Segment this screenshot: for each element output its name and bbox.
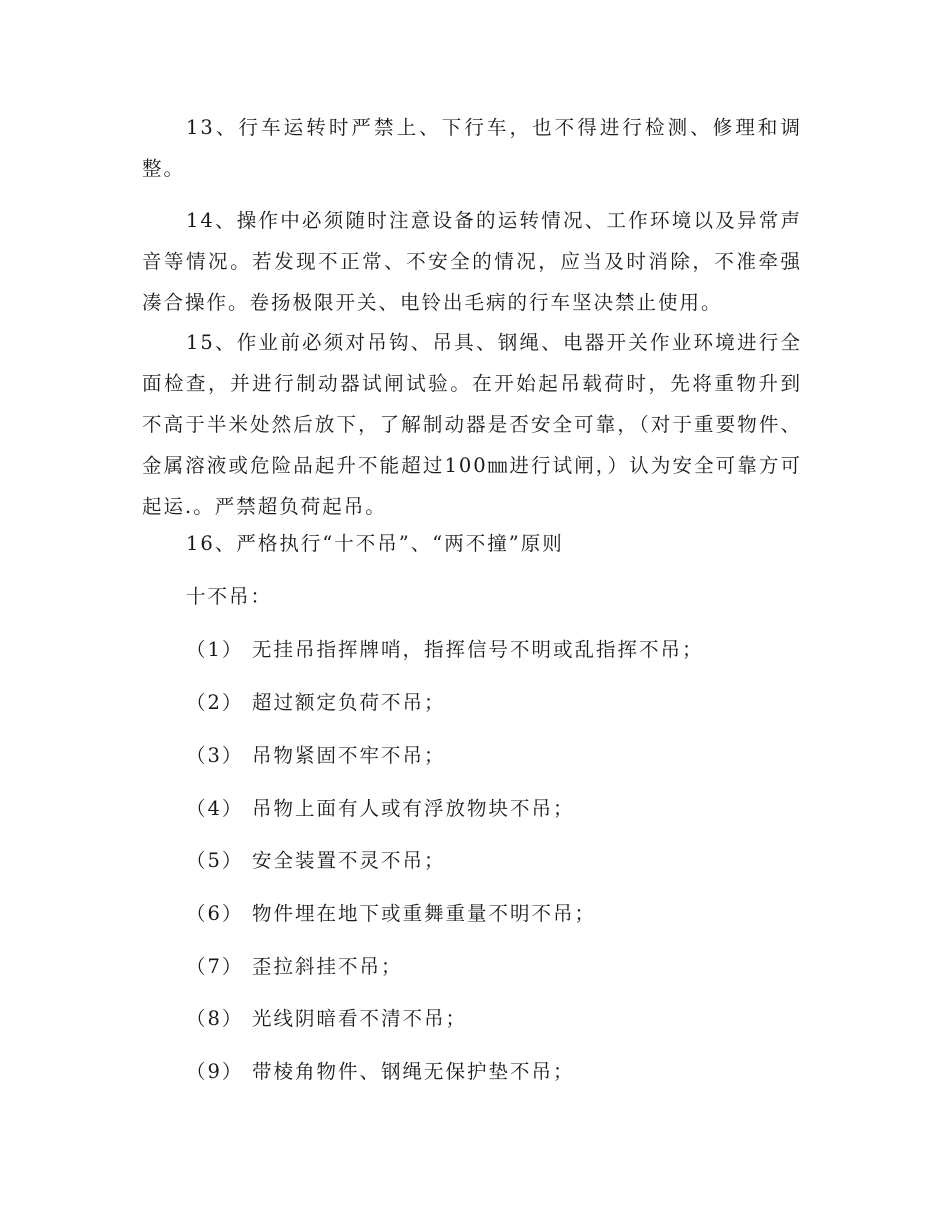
rule-item [186,953,403,981]
rule-item [186,795,575,823]
rule-number: （9） [186,1060,244,1083]
rule-text: 吊物上面有人或有浮放物块不吊； [252,797,575,820]
rule-item [186,900,596,928]
rule-text: 无挂吊指挥牌哨，指挥信号不明或乱指挥不吊； [252,638,704,661]
rule-number: （7） [186,955,244,978]
paragraph-16: 16、严格执行“十不吊”、“两不撞”原则 [186,532,564,555]
rule-item [186,689,446,717]
rule-number: （5） [186,849,244,872]
rule-item [186,742,446,770]
ten-rules-heading: 十不吊： [186,585,273,608]
rule-text: 超过额定负荷不吊； [252,691,446,714]
rule-number: （3） [186,744,244,767]
paragraph-14: 14、操作中必须随时注意设备的运转情况、工作环境以及异常声音等情况。若发现不正常、不安全的情况，应当及时消除，不准牵强凑合操作。卷扬极限开关、电铃出毛病的行车坚决禁止使用。 [142,209,802,314]
rule-text: 吊物紧固不牢不吊； [252,744,446,767]
paragraph-13: 13、行车运转时严禁上、下行车，也不得进行检测、修理和调整。 [142,116,802,180]
rule-item [186,1005,467,1033]
rule-text: 物件埋在地下或重舞重量不明不吊； [252,902,597,925]
rule-number: （8） [186,1007,244,1030]
rule-item [186,1058,575,1086]
rule-item [186,636,704,664]
rule-text: 歪拉斜挂不吊； [252,955,403,978]
rule-text: 光线阴暗看不清不吊； [252,1007,468,1030]
rule-number: （1） [186,638,244,661]
rule-text: 安全装置不灵不吊； [252,849,446,872]
rule-number: （4） [186,797,244,820]
paragraph-15: 15、作业前必须对吊钩、吊具、钢绳、电器开关作业环境进行全面检查，并进行制动器试闸试验。在开始起吊载荷时，先将重物升到不高于半米处然后放下，了解制动器是否安全可靠，（对于重要物件、金属溶液或危险品起升不能超过100㎜进行试闸，）认为安全可靠方可起运.。严禁超负荷起吊。 [142,331,802,518]
rule-number: （2） [186,691,244,714]
rule-number: （6） [186,902,244,925]
rule-item [186,847,446,875]
rule-text: 带棱角物件、钢绳无保护垫不吊； [252,1060,575,1083]
